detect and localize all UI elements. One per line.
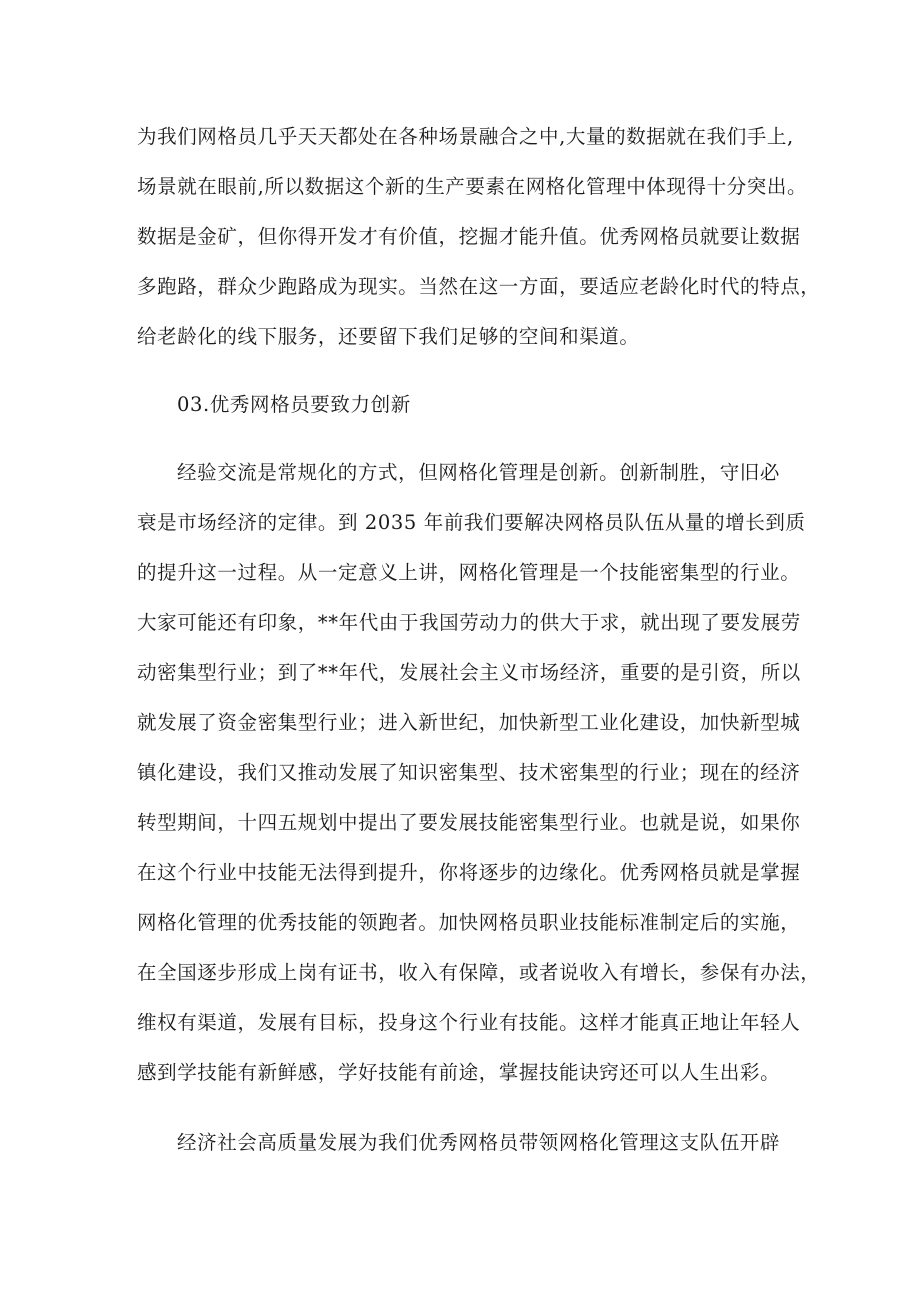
paragraph-2-line-10: 网格化管理的优秀技能的领跑者。加快网格员职业技能标准制定后的实施， (137, 911, 801, 934)
paragraph-1-line-4: 多跑路，群众少跑路成为现实。当然在这一方面，要适应老龄化时代的特点， (137, 275, 821, 298)
paragraph-2-line-9: 在这个行业中技能无法得到提升，你将逐步的边缘化。优秀网格员就是掌握 (137, 861, 801, 884)
paragraph-1-line-5: 给老龄化的线下服务，还要留下我们足够的空间和渠道。 (137, 325, 640, 348)
paragraph-1-line-1: 为我们网格员几乎天天都处在各种场景融合之中,大量的数据就在我们手上, (137, 125, 794, 148)
paragraph-2-line-11: 在全国逐步形成上岗有证书，收入有保障，或者说收入有增长，参保有办法， (137, 961, 821, 984)
paragraph-1-line-3: 数据是金矿，但你得开发才有价值，挖掘才能升值。优秀网格员就要让数据 (137, 225, 801, 248)
paragraph-2-line-7: 镇化建设，我们又推动发展了知识密集型、技术密集型的行业；现在的经济 (137, 761, 801, 784)
paragraph-2-line-1: 经验交流是常规化的方式，但网格化管理是创新。创新制胜，守旧必 (177, 461, 781, 484)
section-heading: 03.优秀网格员要致力创新 (177, 393, 411, 416)
paragraph-1-line-2: 场景就在眼前,所以数据这个新的生产要素在网格化管理中体现得十分突出。 (137, 175, 808, 198)
paragraph-2-line-12: 维权有渠道，发展有目标，投身这个行业有技能。这样才能真正地让年轻人 (137, 1011, 801, 1034)
paragraph-2-line-4: 大家可能还有印象，**年代由于我国劳动力的供大于求，就出现了要发展劳 (137, 611, 801, 634)
paragraph-2-line-6: 就发展了资金密集型行业；进入新世纪，加快新型工业化建设，加快新型城 (137, 711, 801, 734)
paragraph-2-line-5: 动密集型行业；到了**年代，发展社会主义市场经济，重要的是引资，所以 (137, 661, 801, 684)
paragraph-2-line-3: 的提升这一过程。从一定意义上讲，网格化管理是一个技能密集型的行业。 (137, 561, 801, 584)
paragraph-3-line-1: 经济社会高质量发展为我们优秀网格员带领网格化管理这支队伍开辟 (177, 1131, 781, 1154)
paragraph-2-line-13: 感到学技能有新鲜感，学好技能有前途，掌握技能诀窍还可以人生出彩。 (137, 1061, 781, 1084)
paragraph-2-line-2: 衰是市场经济的定律。到 2035 年前我们要解决网格员队伍从量的增长到质 (137, 511, 806, 534)
paragraph-2-line-8: 转型期间，十四五规划中提出了要发展技能密集型行业。也就是说，如果你 (137, 811, 801, 834)
